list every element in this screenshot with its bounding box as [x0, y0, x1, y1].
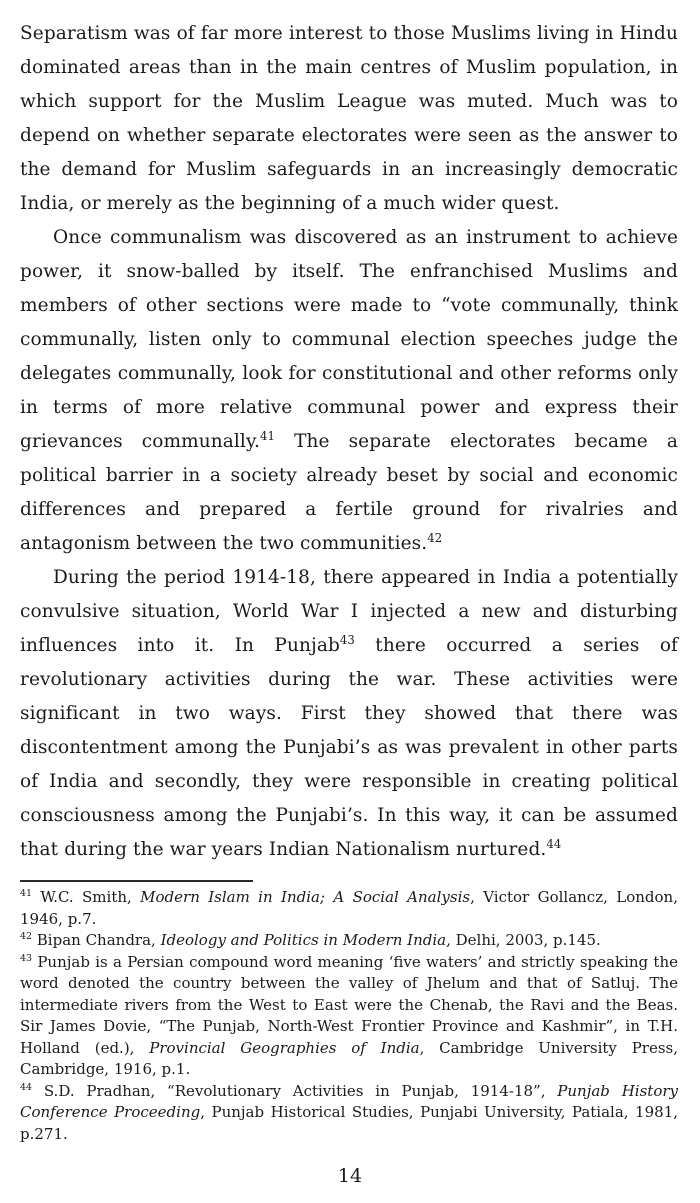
italic-title: Punjab History Conference Proceeding: [20, 1081, 678, 1121]
body-text: [20, 17, 678, 867]
text-run: Bipan Chandra,: [32, 931, 161, 949]
body-paragraph: [20, 17, 678, 221]
footnote-reference: 43: [339, 632, 355, 647]
footnote: [20, 952, 678, 1081]
body-paragraph: [20, 561, 678, 867]
italic-title: Modern Islam in India; A Social Analysis: [140, 888, 471, 906]
italic-title: Ideology and Politics in Modern India: [160, 931, 447, 949]
footnote-reference: 44: [20, 1081, 33, 1093]
text-run: S.D. Pradhan, “Revolutionary Activities in Punjab, 1914-18”,: [32, 1081, 558, 1100]
text-run: Once communalism was discovered as an instrument to achieve power, it snow-balled by itself. The enfranchised Muslims and members of other sections were made to “vote communally, think communally, listen only to communal election speeches judge the delegates communally, look for constitutional and other reforms only in terms of more relative communal power and express their grievances communally.: [20, 227, 678, 452]
italic-title: Provincial Geographies of India: [149, 1038, 420, 1057]
footnote-reference: 42: [427, 530, 443, 545]
body-paragraph: [20, 221, 678, 561]
footnote: [20, 887, 678, 930]
text-run: Separatism was of far more interest to those Muslims living in Hindu dominated areas than in the main centres of Muslim population, in which support for the Muslim League was muted. Much was to depend on whether separate electorates were seen as the answer to the demand for Muslim safeguards in an increasingly democratic India, or merely as the beginning of a much wider quest.: [20, 23, 678, 214]
footnote: [20, 1081, 678, 1146]
text-run: , Cambridge University Press, Cambridge, 1916, p.1.: [20, 1038, 678, 1078]
text-run: Punjab is a Persian compound word meaning ‘five waters’ and strictly speaking the word denoted the country between the valley of Jhelum and that of Satluj. The intermediate rivers from the West to East were the Chenab, the Ravi and the Beas. Sir James Dovie, “The Punjab, North-West Frontier Province and Kashmir”, in T.H. Holland (ed.),: [20, 952, 678, 1057]
footnote: [20, 930, 678, 952]
text-run: W.C. Smith,: [32, 888, 141, 906]
text-run: The separate electorates became a political barrier in a society already beset by social and economic differences and prepared a fertile ground for rivalries and antagonism between the two communities.: [20, 431, 679, 554]
text-run: During the period 1914-18, there appeared in India a potentially convulsive situation, World War I injected a new and disturbing influences into it. In Punjab: [20, 567, 678, 656]
footnote-reference: 43: [20, 952, 33, 964]
footnotes: [20, 887, 678, 1145]
footnote-separator: [20, 880, 253, 882]
text-run: , Delhi, 2003, p.145.: [446, 931, 601, 949]
footnote-reference: 41: [260, 428, 276, 443]
footnote-reference: 42: [20, 931, 33, 942]
text-run: , Punjab Historical Studies, Punjabi University, Patiala, 1981, p.271.: [20, 1103, 678, 1143]
text-run: , Victor Gollancz, London, 1946, p.7.: [20, 888, 678, 928]
footnote-reference: 41: [20, 888, 33, 899]
page-number: 14: [337, 1165, 363, 1187]
text-run: there occurred a series of revolutionary activities during the war. These activities were significant in two ways. First they showed that there was discontentment among the Punjabi’s as was prevalent in other parts of India and secondly, they were responsible in creating political consciousness among the Punjabi’s. In this way, it can be assumed that during the war years Indian Nationalism nurtured.: [20, 635, 679, 860]
footnote-reference: 44: [546, 836, 562, 851]
